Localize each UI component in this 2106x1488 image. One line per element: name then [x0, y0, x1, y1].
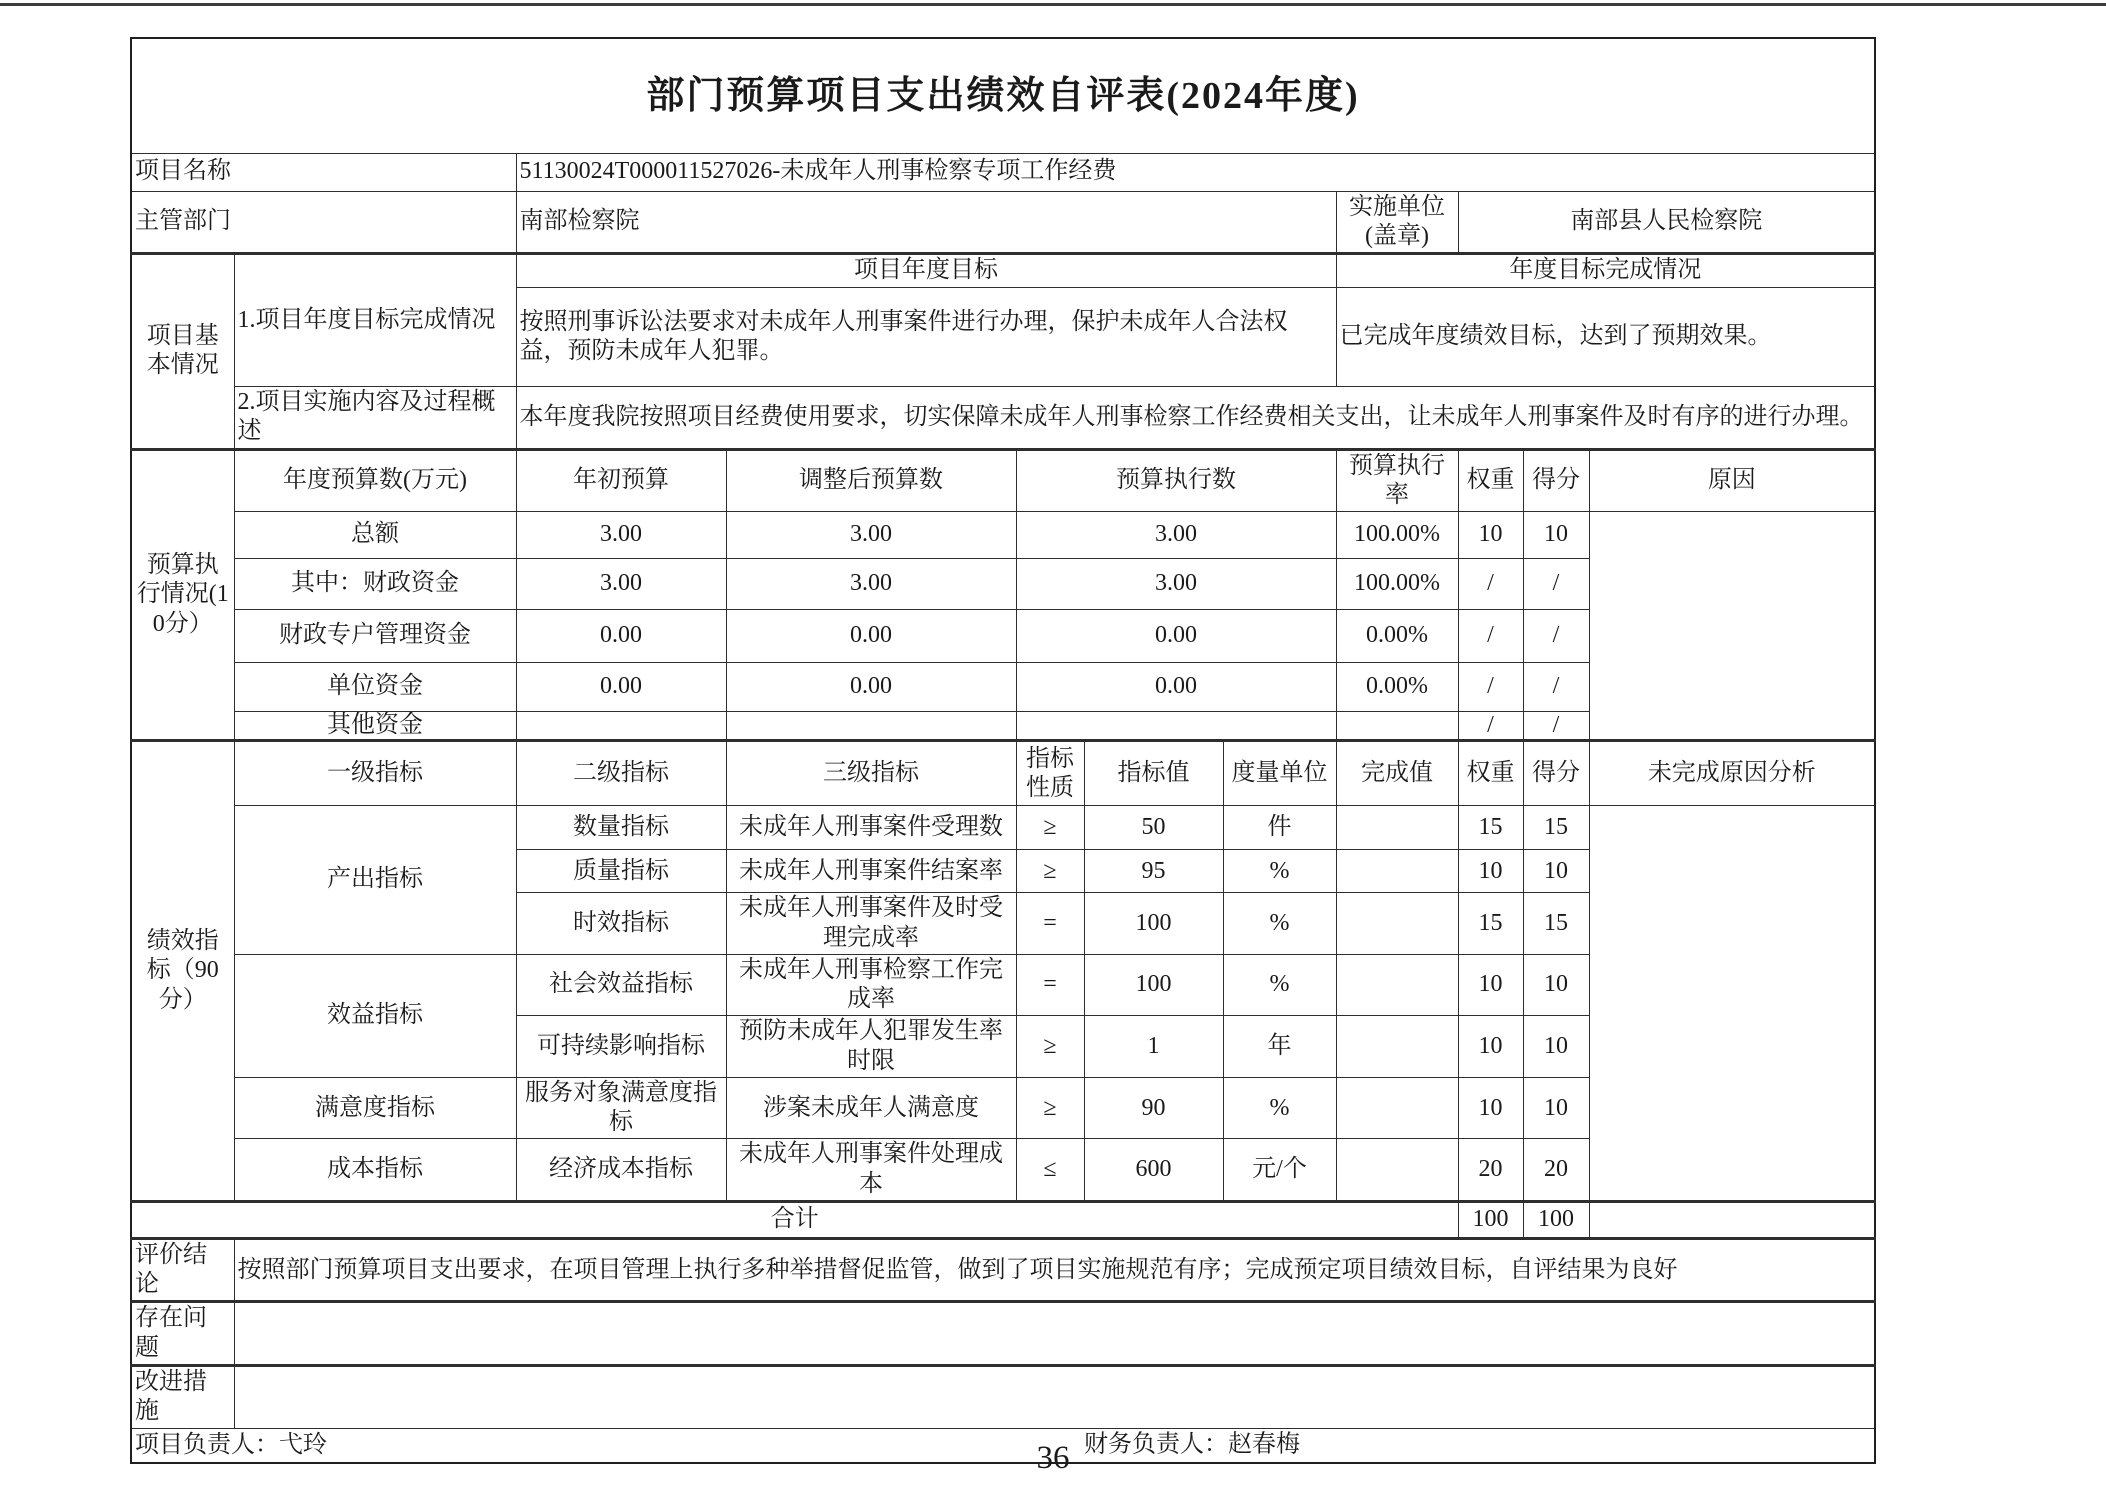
improvements-text	[234, 1366, 1875, 1429]
budget-initial-value	[516, 712, 726, 741]
indicator-header-weight: 权重	[1458, 741, 1523, 806]
indicator-level2: 可持续影响指标	[516, 1016, 726, 1078]
indicator-nature: ≤	[1016, 1139, 1084, 1202]
indicator-actual-value	[1336, 850, 1458, 893]
implementation-overview-text: 本年度我院按照项目经费使用要求，切实保障未成年人刑事检察工作经费相关支出，让未成年人刑事案件及时有序的进行办理。	[516, 387, 1875, 450]
budget-adjusted-value: 0.00	[726, 663, 1016, 712]
budget-score-value: /	[1523, 610, 1589, 663]
project-name-label: 项目名称	[131, 153, 516, 191]
indicator-target-value: 1	[1084, 1016, 1223, 1078]
indicator-level3: 涉案未成年人满意度	[726, 1077, 1016, 1139]
budget-weight-value: /	[1458, 610, 1523, 663]
budget-header-rate: 预算执行率	[1336, 449, 1458, 512]
indicator-level3: 预防未成年人犯罪发生率时限	[726, 1016, 1016, 1078]
indicator-unit: %	[1223, 954, 1336, 1016]
finance-lead-label: 财务负责人：	[1084, 1431, 1228, 1458]
indicator-level2: 质量指标	[516, 850, 726, 893]
indicator-score: 10	[1523, 850, 1589, 893]
indicator-header-level2: 二级指标	[516, 741, 726, 806]
total-score: 100	[1523, 1201, 1589, 1238]
budget-score-value: /	[1523, 663, 1589, 712]
department-label: 主管部门	[131, 191, 516, 254]
indicator-actual-value	[1336, 954, 1458, 1016]
indicator-unit: 年	[1223, 1016, 1336, 1078]
indicator-actual-value	[1336, 1139, 1458, 1202]
indicator-header-analysis: 未完成原因分析	[1589, 741, 1875, 806]
report-title: 部门预算项目支出绩效自评表(2024年度)	[131, 38, 1875, 153]
budget-weight-value: /	[1458, 712, 1523, 741]
budget-header-weight: 权重	[1458, 449, 1523, 512]
indicator-target-value: 50	[1084, 806, 1223, 850]
basic-section-label: 项目基本情况	[131, 254, 234, 450]
page-top-rule	[0, 3, 2106, 6]
indicator-header-score: 得分	[1523, 741, 1589, 806]
conclusion-label: 评价结论	[131, 1238, 234, 1302]
budget-executed-value: 3.00	[1016, 559, 1336, 610]
indicator-actual-value	[1336, 806, 1458, 850]
project-lead-name: 弋玲	[279, 1431, 327, 1458]
implementing-unit-label-line1: 实施单位	[1349, 193, 1445, 220]
indicator-level3: 未成年人刑事案件处理成本	[726, 1139, 1016, 1202]
indicator-header-target: 指标值	[1084, 741, 1223, 806]
budget-header-category: 年度预算数(万元)	[234, 449, 516, 512]
budget-row-label: 总额	[234, 512, 516, 559]
indicator-analysis-cell	[1589, 806, 1875, 1202]
indicator-weight: 15	[1458, 893, 1523, 955]
indicator-score: 15	[1523, 806, 1589, 850]
indicator-score: 15	[1523, 893, 1589, 955]
problems-text	[234, 1302, 1875, 1366]
budget-reason-cell	[1589, 512, 1875, 741]
budget-header-score: 得分	[1523, 449, 1589, 512]
indicator-level3: 未成年人刑事案件结案率	[726, 850, 1016, 893]
indicator-target-value: 95	[1084, 850, 1223, 893]
indicator-unit: %	[1223, 893, 1336, 955]
budget-rate-value: 100.00%	[1336, 512, 1458, 559]
budget-adjusted-value	[726, 712, 1016, 741]
budget-weight-value: /	[1458, 663, 1523, 712]
indicator-nature: ≥	[1016, 1077, 1084, 1139]
project-lead-label: 项目负责人：	[135, 1431, 279, 1458]
budget-weight-value: 10	[1458, 512, 1523, 559]
indicator-nature: =	[1016, 893, 1084, 955]
indicator-level3: 未成年人刑事检察工作完成率	[726, 954, 1016, 1016]
problems-label: 存在问题	[131, 1302, 234, 1366]
budget-initial-value: 0.00	[516, 610, 726, 663]
budget-section-label: 预算执行情况(10分）	[131, 449, 234, 741]
budget-row-label: 财政专户管理资金	[234, 610, 516, 663]
budget-rate-value	[1336, 712, 1458, 741]
budget-header-initial: 年初预算	[516, 449, 726, 512]
indicator-target-value: 100	[1084, 893, 1223, 955]
indicator-weight: 20	[1458, 1139, 1523, 1202]
indicator-unit: 元/个	[1223, 1139, 1336, 1202]
indicator-header-unit: 度量单位	[1223, 741, 1336, 806]
indicator-header-level3: 三级指标	[726, 741, 1016, 806]
indicator-nature: =	[1016, 954, 1084, 1016]
budget-score-value: /	[1523, 712, 1589, 741]
indicator-unit: %	[1223, 850, 1336, 893]
budget-rate-value: 100.00%	[1336, 559, 1458, 610]
budget-executed-value: 0.00	[1016, 663, 1336, 712]
annual-goal-text: 按照刑事诉讼法要求对未成年人刑事案件进行办理，保护未成年人合法权益，预防未成年人犯罪。	[516, 288, 1336, 387]
indicator-score: 10	[1523, 954, 1589, 1016]
budget-adjusted-value: 0.00	[726, 610, 1016, 663]
page-number: 36	[1036, 1440, 1070, 1476]
annual-goal-header: 项目年度目标	[516, 254, 1336, 288]
performance-self-evaluation-table	[130, 37, 1876, 1464]
project-name-value: 51130024T000011527026-未成年人刑事检察专项工作经费	[516, 153, 1875, 191]
indicator-unit: 件	[1223, 806, 1336, 850]
indicator-header-level1: 一级指标	[234, 741, 516, 806]
indicator-level1: 成本指标	[234, 1139, 516, 1202]
indicator-target-value: 600	[1084, 1139, 1223, 1202]
indicator-weight: 10	[1458, 1077, 1523, 1139]
implementing-unit-value: 南部县人民检察院	[1458, 191, 1875, 254]
indicator-unit: %	[1223, 1077, 1336, 1139]
indicator-nature: ≥	[1016, 1016, 1084, 1078]
indicator-nature: ≥	[1016, 850, 1084, 893]
basic-row2-label: 2.项目实施内容及过程概述	[234, 387, 516, 450]
budget-score-value: /	[1523, 559, 1589, 610]
indicator-target-value: 90	[1084, 1077, 1223, 1139]
budget-executed-value	[1016, 712, 1336, 741]
indicator-score: 20	[1523, 1139, 1589, 1202]
indicator-level2: 时效指标	[516, 893, 726, 955]
budget-executed-value: 0.00	[1016, 610, 1336, 663]
basic-row1-label: 1.项目年度目标完成情况	[234, 254, 516, 387]
budget-initial-value: 3.00	[516, 512, 726, 559]
total-label: 合计	[131, 1201, 1458, 1238]
indicators-section-label: 绩效指标（90分）	[131, 741, 234, 1202]
indicator-nature: ≥	[1016, 806, 1084, 850]
indicator-header-actual: 完成值	[1336, 741, 1458, 806]
budget-row-label: 其他资金	[234, 712, 516, 741]
indicator-level1: 满意度指标	[234, 1077, 516, 1139]
indicator-weight: 10	[1458, 954, 1523, 1016]
indicator-score: 10	[1523, 1016, 1589, 1078]
budget-adjusted-value: 3.00	[726, 559, 1016, 610]
budget-header-adjusted: 调整后预算数	[726, 449, 1016, 512]
indicator-actual-value	[1336, 1077, 1458, 1139]
budget-rate-value: 0.00%	[1336, 663, 1458, 712]
budget-row-label: 单位资金	[234, 663, 516, 712]
budget-rate-value: 0.00%	[1336, 610, 1458, 663]
improvements-label: 改进措施	[131, 1366, 234, 1429]
department-value: 南部检察院	[516, 191, 1336, 254]
indicator-weight: 10	[1458, 1016, 1523, 1078]
budget-weight-value: /	[1458, 559, 1523, 610]
indicator-actual-value	[1336, 1016, 1458, 1078]
indicator-header-nature: 指标性质	[1016, 741, 1084, 806]
implementing-unit-label	[1336, 191, 1458, 254]
indicator-level1: 效益指标	[234, 954, 516, 1077]
total-weight: 100	[1458, 1201, 1523, 1238]
indicator-level1: 产出指标	[234, 806, 516, 955]
budget-initial-value: 3.00	[516, 559, 726, 610]
budget-row-label: 其中：财政资金	[234, 559, 516, 610]
indicator-level2: 经济成本指标	[516, 1139, 726, 1202]
indicator-level3: 未成年人刑事案件受理数	[726, 806, 1016, 850]
finance-lead-name: 赵春梅	[1228, 1431, 1300, 1458]
budget-executed-value: 3.00	[1016, 512, 1336, 559]
indicator-weight: 15	[1458, 806, 1523, 850]
total-analysis-cell	[1589, 1201, 1875, 1238]
indicator-weight: 10	[1458, 850, 1523, 893]
budget-adjusted-value: 3.00	[726, 512, 1016, 559]
indicator-actual-value	[1336, 893, 1458, 955]
indicator-score: 10	[1523, 1077, 1589, 1139]
implementing-unit-label-line2: (盖章)	[1365, 222, 1429, 249]
indicator-target-value: 100	[1084, 954, 1223, 1016]
goal-completion-header: 年度目标完成情况	[1336, 254, 1875, 288]
budget-header-reason: 原因	[1589, 449, 1875, 512]
indicator-level2: 服务对象满意度指标	[516, 1077, 726, 1139]
budget-initial-value: 0.00	[516, 663, 726, 712]
indicator-level2: 数量指标	[516, 806, 726, 850]
budget-score-value: 10	[1523, 512, 1589, 559]
indicator-level2: 社会效益指标	[516, 954, 726, 1016]
budget-header-executed: 预算执行数	[1016, 449, 1336, 512]
goal-completion-text: 已完成年度绩效目标，达到了预期效果。	[1336, 288, 1875, 387]
indicator-level3: 未成年人刑事案件及时受理完成率	[726, 893, 1016, 955]
conclusion-text: 按照部门预算项目支出要求，在项目管理上执行多种举措督促监管，做到了项目实施规范有序；完成预定项目绩效目标，自评结果为良好	[234, 1238, 1875, 1302]
